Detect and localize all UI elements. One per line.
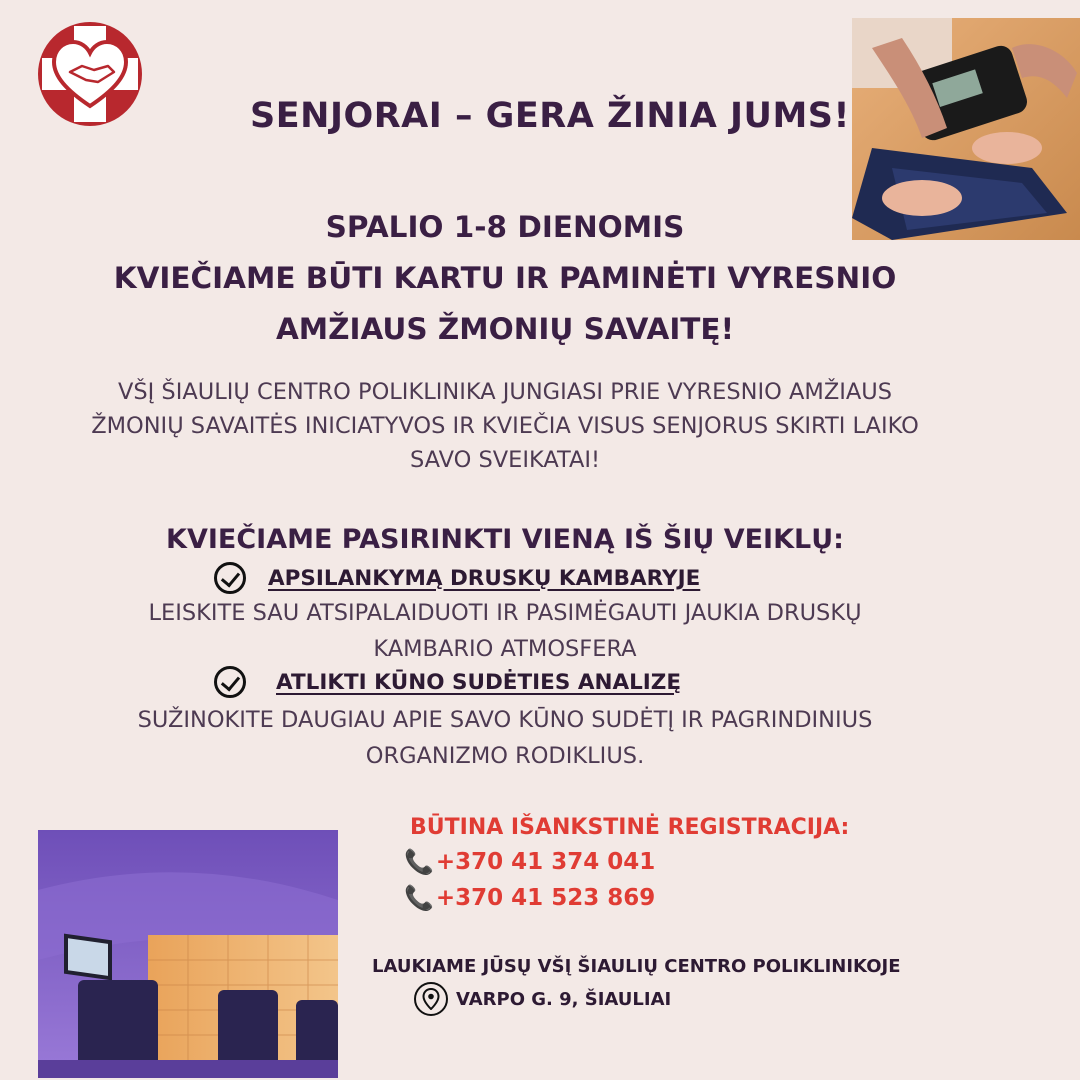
intro-paragraph <box>0 375 1010 477</box>
phone-icon: 📞 <box>404 884 434 912</box>
description-line: LEISKITE SAU ATSIPALAIDUOTI IR PASIMĖGAUTI JAUKIA DRUSKŲ <box>148 600 862 626</box>
activities-heading: KVIEČIAME PASIRINKTI VIENĄ IŠ ŠIŲ VEIKLŲ: <box>166 524 844 555</box>
phone-icon: 📞 <box>404 848 434 876</box>
phone-number-text: +370 41 374 041 <box>435 849 656 875</box>
map-pin-icon <box>414 982 448 1016</box>
headline-line: AMŽIAUS ŽMONIŲ SAVAITĘ! <box>275 312 735 346</box>
event-headline <box>0 202 1010 355</box>
activity-item <box>214 666 681 698</box>
description-line: KAMBARIO ATMOSFERA <box>373 636 637 662</box>
intro-line: ŽMONIŲ SAVAITĖS INICIATYVOS IR KVIEČIA VISUS SENJORUS SKIRTI LAIKO <box>91 413 919 439</box>
activity-description <box>0 595 1010 667</box>
address-text: VARPO G. 9, ŠIAULIAI <box>456 988 672 1010</box>
phone-number-text: +370 41 523 869 <box>435 885 656 911</box>
phone-number[interactable] <box>404 884 655 912</box>
headline-line: SPALIO 1-8 DIENOMIS <box>325 210 685 244</box>
activity-label: ATLIKTI KŪNO SUDĖTIES ANALIZĘ <box>276 669 682 695</box>
page-title: SENJORAI – GERA ŽINIA JUMS! <box>250 96 850 136</box>
check-circle-icon <box>214 562 246 594</box>
activity-item <box>214 562 700 594</box>
description-line: ORGANIZMO RODIKLIUS. <box>365 743 645 769</box>
address <box>414 982 671 1016</box>
intro-line: VŠĮ ŠIAULIŲ CENTRO POLIKLINIKA JUNGIASI PRIE VYRESNIO AMŽIAUS <box>117 379 893 405</box>
headline-line: KVIEČIAME BŪTI KARTU IR PAMINĖTI VYRESNIO <box>113 261 897 295</box>
phone-number[interactable] <box>404 848 655 876</box>
activity-label: APSILANKYMĄ DRUSKŲ KAMBARYJE <box>268 565 701 591</box>
registration-heading: BŪTINA IŠANKSTINĖ REGISTRACIJA: <box>410 815 850 840</box>
activity-description <box>0 702 1010 774</box>
description-line: SUŽINOKITE DAUGIAU APIE SAVO KŪNO SUDĖTĮ IR PAGRINDINIUS <box>137 707 873 733</box>
salt-room-photo <box>38 830 338 1078</box>
intro-line: SAVO SVEIKATAI! <box>409 447 601 473</box>
welcome-text: LAUKIAME JŪSŲ VŠĮ ŠIAULIŲ CENTRO POLIKLINIKOJE <box>372 956 901 977</box>
check-circle-icon <box>214 666 246 698</box>
